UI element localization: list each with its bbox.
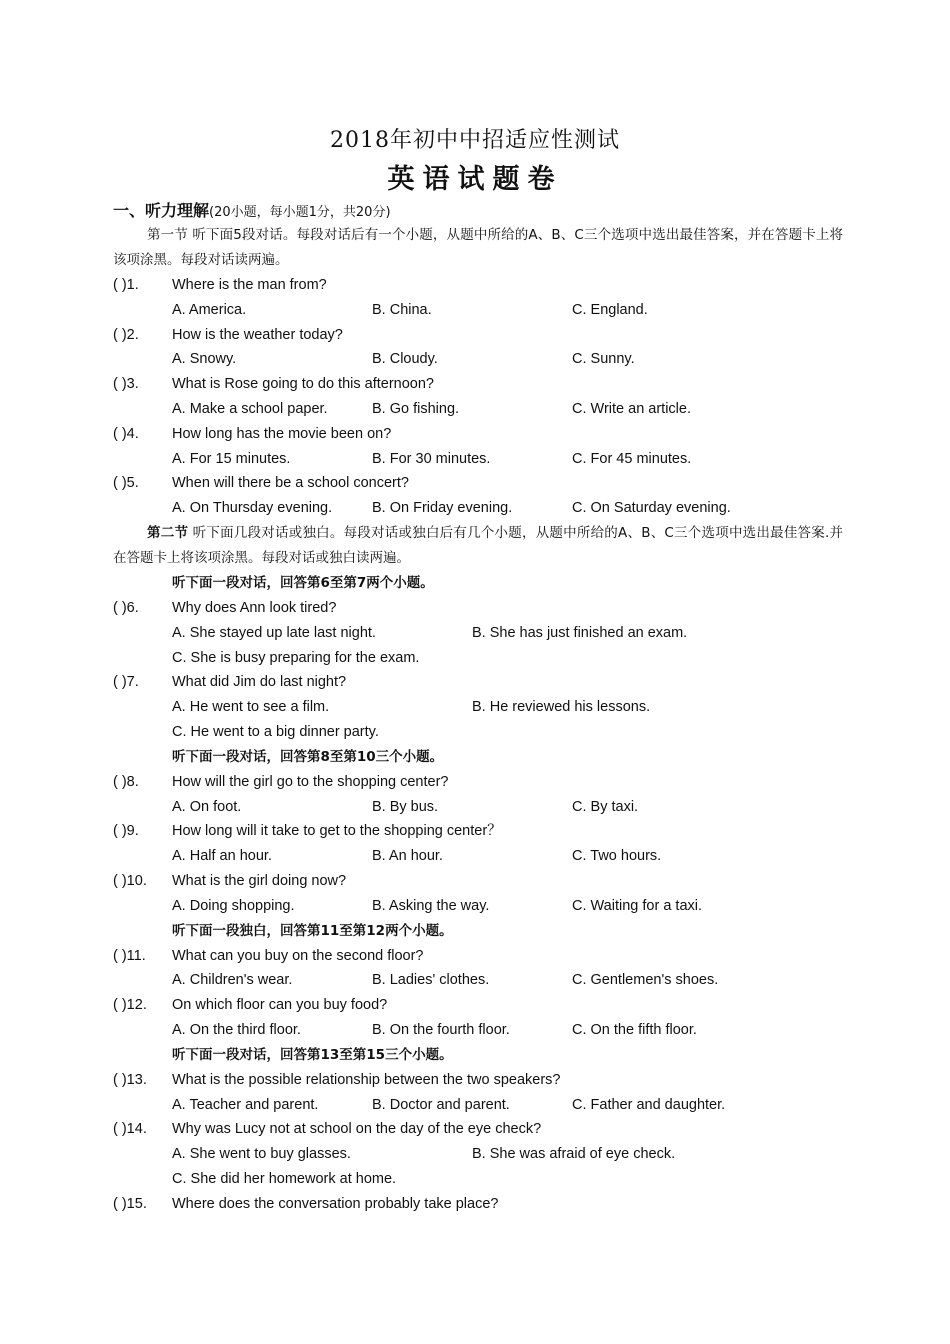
subsection-heading: 听下面一段对话，回答第13至第15三个小题。 [172,1046,453,1063]
option-row [113,894,843,919]
option-b: B. Ladies' clothes. [372,972,490,989]
option-b: B. China. [372,301,432,318]
part1-instructions: 第一节 听下面5段对话。每段对话后有一个小题，从题中所给的A、B、C三个选项中选出最佳答案，并在答题卡上将该项涂黑。每段对话读两遍。 [113,227,843,268]
question-number: ( )3. [113,376,139,393]
option-b: B. For 30 minutes. [372,450,491,467]
exam-subtitle: 英语试题卷 [387,164,563,195]
question-item [113,273,843,298]
question-item [113,770,843,795]
question-text: What is the possible relationship between the two speakers? [172,1071,561,1088]
option-row [113,496,843,521]
option-row [113,646,843,671]
question-text: What can you buy on the second floor? [172,947,424,964]
option-row [113,1018,843,1043]
question-text: Why does Ann look tired? [172,599,337,616]
subsection-heading: 听下面一段独白，回答第11至第12两个小题。 [172,922,453,939]
option-b: B. She was afraid of eye check. [472,1146,676,1163]
option-c: C. Father and daughter. [572,1096,726,1113]
option-a: A. She stayed up late last night. [172,624,376,641]
option-b: B. On Friday evening. [372,500,513,517]
question-text: How will the girl go to the shopping center? [172,773,449,790]
question-number: ( )9. [113,823,139,840]
section-title: 一、听力理解 [113,201,210,220]
option-c: C. Write an article. [572,400,691,417]
question-number: ( )6. [113,599,139,616]
option-a: A. On foot. [172,798,242,815]
option-a: A. Half an hour. [172,848,272,865]
option-c: C. For 45 minutes. [572,450,692,467]
option-row [113,1093,843,1118]
question-item [113,869,843,894]
option-row [113,347,843,372]
option-c: C. She is busy preparing for the exam. [172,649,420,666]
option-a: A. On the third floor. [172,1021,301,1038]
option-c: C. Two hours. [572,848,662,865]
option-c: C. She did her homework at home. [172,1170,397,1187]
option-b: B. An hour. [372,848,443,865]
option-a: A. For 15 minutes. [172,450,291,467]
question-item [113,1192,843,1217]
question-text: How long will it take to get to the shopping center？ [172,823,502,840]
question-text: Where is the man from? [172,277,327,293]
question-number: ( )5. [113,475,139,492]
question-item [113,422,843,447]
option-row [113,968,843,993]
question-item [113,471,843,496]
option-c: C. England. [572,301,648,318]
question-number: ( )10. [113,872,147,889]
question-number: ( )12. [113,997,147,1014]
exam-content [113,198,843,1217]
question-text: What did Jim do last night? [172,674,347,691]
question-item [113,670,843,695]
option-b: B. On the fourth floor. [372,1021,510,1038]
question-text: Where does the conversation probably take place? [172,1195,499,1212]
option-b: B. Cloudy. [372,351,438,368]
option-b: B. She has just finished an exam. [472,624,688,641]
option-b: B. Go fishing. [372,400,460,417]
question-text: What is the girl doing now? [172,872,347,889]
option-row [113,795,843,820]
question-number: ( )14. [113,1121,147,1138]
option-a: A. Snowy. [172,351,237,368]
option-c: C. By taxi. [572,798,639,815]
option-a: A. Children's wear. [172,972,293,989]
question-item [113,819,843,844]
question-text: When will there be a school concert? [172,475,409,492]
question-text: Why was Lucy not at school on the day of the eye check? [172,1121,542,1138]
option-row [113,695,843,720]
option-c: C. Gentlemen's shoes. [572,972,719,989]
option-row [113,844,843,869]
question-text: How is the weather today? [172,326,343,343]
section-note: (20小题，每小题1分，共20分) [209,205,391,220]
question-item [113,993,843,1018]
option-row [113,621,843,646]
option-b: B. By bus. [372,798,439,815]
question-number: ( )2. [113,326,139,343]
exam-title: 2018年初中中招适应性测试 [330,128,620,153]
section-heading [113,198,843,223]
option-a: A. Teacher and parent. [172,1096,319,1113]
option-a: A. Make a school paper. [172,400,328,417]
option-a: A. Doing shopping. [172,897,295,914]
subsection-heading: 听下面一段对话，回答第6至第7两个小题。 [172,574,434,591]
option-row [113,447,843,472]
option-a: A. She went to buy glasses. [172,1146,351,1163]
option-row [113,1142,843,1167]
option-row [113,397,843,422]
option-b: B. Asking the way. [372,897,490,914]
question-item [113,1117,843,1142]
option-c: C. On Saturday evening. [572,500,731,517]
question-number: ( )13. [113,1071,147,1088]
question-number: ( )8. [113,773,139,790]
question-number: ( )15. [113,1195,147,1212]
option-row [113,1167,843,1192]
question-text: On which floor can you buy food? [172,997,388,1014]
question-item [113,1068,843,1093]
part2-label: 第二节 [147,524,189,541]
option-c: C. Sunny. [572,351,635,368]
question-number: ( )11. [113,947,146,964]
option-b: B. Doctor and parent. [372,1096,510,1113]
question-item [113,372,843,397]
option-a: A. He went to see a film. [172,699,330,716]
question-text: What is Rose going to do this afternoon? [172,376,434,393]
question-item [113,323,843,348]
option-a: A. On Thursday evening. [172,500,333,517]
option-row [113,298,843,323]
option-c: C. On the fifth floor. [572,1021,697,1038]
option-c: C. Waiting for a taxi. [572,897,703,914]
part2-text: 听下面几段对话或独白。每段对话或独白后有几个小题，从题中所给的A、B、C三个选项中选出最佳答案.并在答题卡上将该项涂黑。每段对话或独白读两遍。 [113,524,843,566]
part2-instructions [113,521,843,571]
option-a: A. America. [172,301,247,318]
question-item [113,596,843,621]
option-b: B. He reviewed his lessons. [472,699,651,716]
question-text: How long has the movie been on? [172,425,392,442]
option-c: C. He went to a big dinner party. [172,723,379,740]
question-number: ( )7. [113,674,139,691]
question-number: ( )4. [113,425,139,442]
option-row [113,720,843,745]
subsection-heading: 听下面一段对话，回答第8至第10三个小题。 [172,748,444,765]
question-number: ( )1. [113,277,139,293]
question-item [113,944,843,969]
